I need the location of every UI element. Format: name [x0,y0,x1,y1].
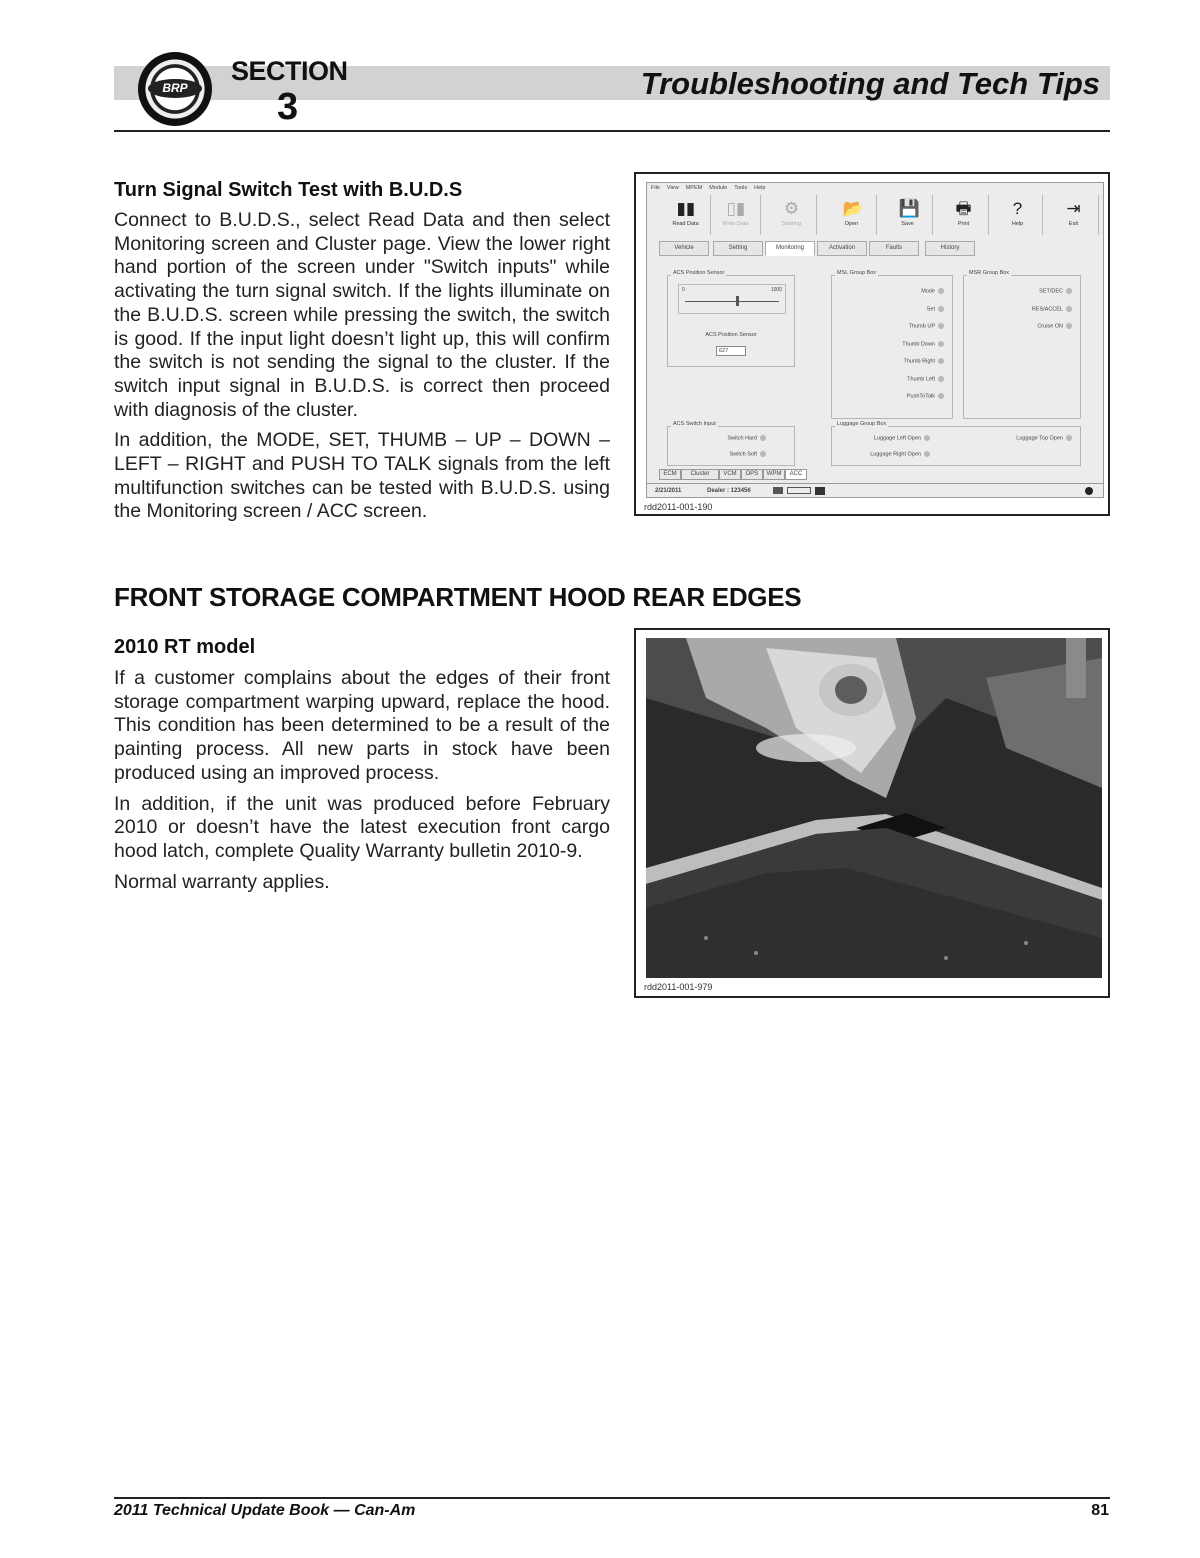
module-tab-wpm[interactable]: WPM [763,469,785,480]
module-tab-vcm[interactable]: VCM [719,469,741,480]
indicator-thumb-right: Thumb Right [904,358,945,364]
turn-signal-section [114,179,610,524]
status-led-icon [1085,487,1093,495]
turn-signal-paragraph-2: In addition, the MODE, SET, THUMB – UP – DOWN – LEFT – RIGHT and PUSH TO TALK signals from the left multifunction switches can be tested with B.U.D.S. using the Monitoring screen / ACC screen. [114,429,610,523]
hood-section-heading: FRONT STORAGE COMPARTMENT HOOD REAR EDGES [114,582,802,612]
hood-section [114,636,610,894]
hood-model-heading: 2010 RT model [114,636,256,658]
save-disk-icon: 💾 [898,199,920,218]
tab-history[interactable]: History [925,241,975,256]
indicator-luggage-right-open: Luggage Right Open [870,451,930,457]
hood-photo-caption: rdd2011-001-979 [644,982,713,992]
engine-icon: ⚙ [783,199,800,218]
acs-position-label: ACS Position Sensor [705,332,757,338]
msr-group-box [963,270,1081,419]
acs-scale-min: 0 [682,287,685,293]
indicator-switch-soft: Switch Soft [729,451,766,457]
page-number: 81 [1091,1502,1109,1519]
indicator-pushtotalk: PushToTalk [907,393,944,399]
indicator-thumb-down: Thumb Down [902,341,944,347]
module-tab-ecm[interactable]: ECM [659,469,681,480]
help-icon: ? [1012,199,1023,218]
acs-scale-max: 1000 [770,287,782,293]
footer-rule [114,1497,1110,1499]
acs-position-value-field[interactable]: 627 [716,346,746,356]
status-dealer: Dealer : 123456 [707,488,751,494]
toolbar-button-label: Print [957,221,970,227]
tab-faults[interactable]: Faults [869,241,919,256]
open-folder-icon: 📂 [842,199,864,218]
hood-paragraph-1: If a customer complains about the edges of their front storage compartment warping upward, replace the hood. This condition has been determined to be a result of the painting process. All new parts in stock have been produced using an improved process. [114,667,610,784]
section-label: SECTION [231,56,348,86]
menu-item-mpem[interactable]: MPEM [685,185,703,191]
indicator-luggage-left-open: Luggage Left Open [874,435,930,441]
page-title: Troubleshooting and Tech Tips [640,66,1100,101]
menu-item-file[interactable]: File [651,185,660,191]
toolbar-save-button[interactable] [883,195,933,235]
luggage-group-label: Luggage Group Box [837,421,887,427]
menu-item-tools[interactable]: Tools [734,185,748,191]
hood-photo-figure [634,628,1110,998]
module-tab-cluster[interactable]: Cluster [681,469,719,480]
indicator-switch-hard: Switch Hard [727,435,766,441]
hood-paragraph-3: Normal warranty applies. [114,870,330,893]
indicator-set: Set [927,306,944,312]
status-date: 2/21/2011 [655,488,682,494]
exit-icon: ⇥ [1066,199,1081,218]
hood-paragraph-2: In addition, if the unit was produced before February 2010 or doesn’t have the latest execution front cargo hood latch, complete Quality Warranty bulletin 2010-9. [114,792,610,862]
toolbar-button-label: Read Data [672,221,699,227]
indicator-thumb-up: Thumb UP [909,323,944,329]
menu-item-module[interactable]: Module [709,185,728,191]
acs-switch-group-label: ACS Switch Input [673,421,716,427]
tab-setting[interactable]: Setting [713,241,763,256]
toolbar-exit-button[interactable] [1049,195,1099,235]
toolbar-button-label: Save [901,221,914,227]
section-number: 3 [277,86,299,128]
vehicle-icon [815,487,825,495]
toolbar-open-button[interactable] [827,195,877,235]
tab-activation[interactable]: Activation [817,241,867,256]
connection-icon [773,487,783,494]
tab-vehicle[interactable]: Vehicle [659,241,709,256]
turn-signal-heading: Turn Signal Switch Test with B.U.D.S [114,179,463,201]
module-tab-acc[interactable]: ACC [785,469,807,480]
indicator-res-accel: RES/ACCEL [1032,306,1072,312]
toolbar-button-label: Open [844,221,859,227]
acs-scale [678,284,786,314]
toolbar-help-button[interactable] [993,195,1043,235]
buds-window [646,182,1104,498]
footer-book-title: 2011 Technical Update Book — Can-Am [114,1502,416,1519]
header-rule [114,130,1110,132]
buds-menu-bar [651,185,765,195]
indicator-set-dec: SET/DEC [1039,288,1072,294]
acs-position-sensor-group [667,270,795,367]
buds-status-bar [647,483,1103,497]
luggage-group-box [831,421,1081,466]
toolbar-button-label: Exit [1068,221,1079,227]
turn-signal-paragraph-1: Connect to B.U.D.S., select Read Data and then select Monitoring screen and Cluster page. View the lower right hand portion of the screen under "Switch inputs" while activating the turn signal switch. If the lights illuminate on the B.U.D.S. screen while pressing the switch, the switch is good. If the input light doesn’t light up, this will confirm the switch is not sending the signal to the cluster. If the switch input signal in B.U.D.S. is correct then proceed with diagnosis of the cluster. [114,209,610,421]
acs-scale-line [685,301,779,302]
tab-monitoring[interactable]: Monitoring [765,241,815,256]
msl-group-label: MSL Group Box [837,270,876,276]
buds-figure-caption: rdd2011-001-190 [644,502,713,512]
toolbar-read-data-button[interactable] [661,195,711,235]
msr-group-label: MSR Group Box [969,270,1010,276]
acs-scale-slider[interactable] [736,296,739,306]
read-data-icon: ▮▮ [676,199,696,218]
toolbar-print-button[interactable] [939,195,989,235]
hood-photo-illustration [646,638,1102,978]
acs-position-sensor-group-label: ACS Position Sensor [673,270,725,276]
indicator-luggage-top-open: Luggage Top Open [1016,435,1072,441]
write-data-icon: ▯▮ [726,199,746,218]
brp-logo-text: BRP [148,79,202,98]
toolbar-starting-button[interactable] [767,195,817,235]
menu-item-help[interactable]: Help [754,185,766,191]
hood-edge-photo [646,638,1102,978]
toolbar-button-label: Help [1011,221,1024,227]
indicator-thumb-left: Thumb Left [907,376,944,382]
acs-switch-input-group [667,421,795,466]
toolbar-write-data-button[interactable] [711,195,761,235]
toolbar-button-label: Write Data [722,221,749,227]
buds-screenshot-figure [634,172,1110,516]
menu-item-view[interactable]: View [666,185,679,191]
indicator-mode: Mode [921,288,944,294]
printer-icon: 🖶 [955,199,972,218]
indicator-cruise-on: Cruise ON [1037,323,1072,329]
interface-icon [787,487,811,494]
module-tab-dps[interactable]: DPS [741,469,763,480]
toolbar-button-label: Starting [782,221,801,227]
msl-group-box [831,270,953,419]
